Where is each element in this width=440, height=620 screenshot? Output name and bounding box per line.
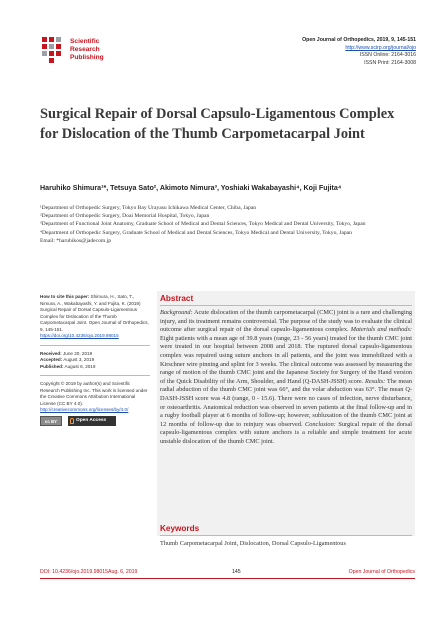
- license-link[interactable]: http://creativecommons.org/licenses/by/4.0/: [40, 407, 129, 412]
- author-list: Haruhiko Shimura¹*, Tetsuya Sato², Akimoto Nimura³, Yoshiaki Wakabayashi⁴, Koji Fujita⁴: [40, 184, 342, 192]
- open-access-badge: [68, 416, 116, 426]
- footer-rule: [40, 578, 415, 579]
- footer-journal-name: Open Journal of Orthopedics: [348, 569, 415, 575]
- affiliation-1: ¹Department of Orthopedic Surgery, Tokyo Bay Urayasu Ichikawa Medical Center, Chiba, Japan: [40, 205, 257, 211]
- journal-info: [236, 37, 416, 67]
- footer-doi: DOI: 10.4236/ojo.2019.98015: [40, 569, 109, 575]
- results-text: The mean radial abduction of the thumb CMC joint was 66°, and the volar abduction was 63°. The mean Q-DASH-JSSH score was 4.8 (range, 0 - 15.6). There were no cases of infection, nerve disturbance, or osteoarthritis. Anatomical reduction was observed in seven patients at the final follow-up and in a rugby football player at 6 months of follow-up; however, subluxation of the thumb CMC joint at 12 months of follow-up due to reinjury was observed.: [160, 377, 412, 428]
- page-number: 145: [232, 569, 241, 575]
- citation-label: How to cite this paper:: [40, 294, 90, 299]
- article-title: Surgical Repair of Dorsal Capsulo-Ligamentous Complex for Dislocation of the Thumb Carpometacarpal Joint: [40, 106, 395, 142]
- keywords-heading: Keywords: [160, 524, 200, 533]
- publisher-name: [70, 38, 104, 63]
- open-access-label: Open Access: [76, 417, 107, 423]
- background-text: Acute dislocation of the thumb carpometacarpal (CMC) joint is a rare and challenging injury, and its treatment remains controversial. The purpose of the study was to evaluate the clinical outcome after surgical repair of the dorsal capsulo-ligamentous complex.: [160, 309, 413, 334]
- citation-sidebar: [40, 294, 150, 432]
- publisher-name-line1: Scientific: [70, 38, 100, 45]
- sidebar-divider-1: [40, 345, 150, 346]
- materials-text: Eight patients with a mean age of 39.8 years (range, 23 - 56 years) treated for the thumb CMC joint were treated in our hospital between 2008 and 2018. The ruptured dorsal capsulo-ligamentous complex was repaired using suture anchors in all patients, and the joint was immobilized with a Kirschner wire pinning and splint for 3 weeks. The clinical outcome was assessed by measuring the range of motion of the thumb CMC joint and the Japanese Society for Surgery of the Hand version of the Quick Disability of the Arm, Shoulder, and Hand (Q-DASH-JSSH) score.: [160, 334, 412, 385]
- journal-url-link[interactable]: http://www.scirp.org/journal/ojo: [345, 44, 416, 51]
- publisher-name-line3: Publishing: [70, 54, 104, 62]
- scirp-logo-icon: [40, 36, 66, 64]
- citation-doi-link[interactable]: https://doi.org/10.4236/ojo.2019.98015: [40, 333, 119, 338]
- issn-print: ISSN Print: 2164-3008: [364, 59, 416, 66]
- keywords-rule: [160, 535, 412, 536]
- conclusion-text: Surgical repair of the dorsal capsulo-ligamentous complex with suture anchors is a reliable and simple treatment for acute unstable dislocation of the thumb CMC joint.: [160, 420, 413, 445]
- journal-name-line: Open Journal of Orthopedics, 2019, 9, 145-151: [302, 37, 416, 43]
- dates-block: [40, 351, 150, 371]
- open-lock-icon: [70, 418, 74, 424]
- accepted-date: August 3, 2019: [63, 357, 95, 362]
- abstract-body: [160, 309, 412, 447]
- published-date: August 6, 2019: [64, 363, 96, 369]
- published-row: [40, 364, 150, 371]
- publisher-name-line2: Research: [70, 46, 100, 54]
- license-badges: [40, 416, 150, 427]
- received-label: Received:: [40, 350, 62, 356]
- affiliation-3: ³Department of Functional Joint Anatomy, Graduate School of Medical and Dental Sciences, Tokyo Medical and Dental University, Tokyo, Japan: [40, 221, 366, 228]
- abstract-rule: [160, 305, 412, 306]
- affiliations: [40, 204, 400, 245]
- copyright-text: Copyright © 2019 by author(s) and Scientific Research Publishing Inc. This work is licensed under the Creative Commons Attribution International License (CC BY 4.0).: [40, 381, 148, 406]
- citation-text: Shimura, H., Sato, T., Nimura, A., Wakabayashi, Y. and Fujita, K. (2019) Surgical Repair of Dorsal Capsulo-Ligamentous Complex for Dislocation of the Thumb Carpometacarpal Joint. Open Journal of Orthopedics, 9, 145-151.: [40, 294, 149, 332]
- keywords-text: Thumb Carpometacarpal Joint, Dislocation, Dorsal Capsulo-Ligamentous: [160, 540, 346, 547]
- conclusion-label: Conclusion:: [305, 420, 336, 428]
- copyright-block: [40, 381, 150, 427]
- cc-by-badge[interactable]: cc BY: [40, 416, 62, 426]
- citation-block: [40, 294, 150, 340]
- footer-date: Aug. 6, 2019: [108, 569, 138, 575]
- abstract-heading: Abstract: [160, 294, 194, 303]
- author-email: Email: *haruhikos@jadecom.jp: [40, 237, 112, 244]
- background-label: Background:: [160, 309, 193, 316]
- results-label: Results:: [364, 377, 386, 385]
- materials-label: Materials and methods:: [350, 326, 413, 334]
- affiliation-4: ⁴Department of Orthopedic Surgery, Graduate School of Medical and Dental Sciences, Tokyo Medical and Dental University, Tokyo, Japan: [40, 229, 352, 236]
- sidebar-divider-2: [40, 375, 150, 376]
- issn-online: ISSN Online: 2164-3016: [359, 52, 416, 59]
- affiliation-2: ²Department of Orthopedic Surgery, Doai Memorial Hospital, Tokyo, Japan: [40, 213, 210, 220]
- publisher-logo: [40, 36, 160, 66]
- published-label: Published:: [40, 363, 64, 369]
- accepted-label: Accepted:: [40, 357, 63, 362]
- received-date: June 20, 2019: [63, 350, 93, 356]
